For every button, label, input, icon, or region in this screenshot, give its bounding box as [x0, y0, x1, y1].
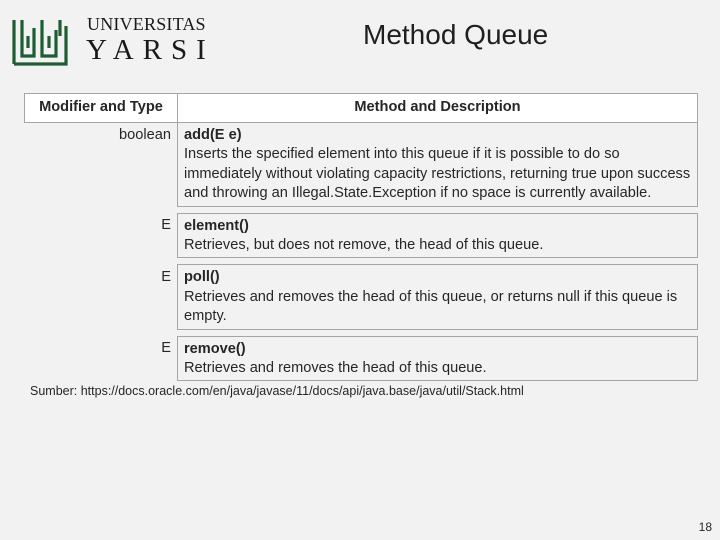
method-signature: element() [184, 217, 249, 234]
slide-title: Method Queue [363, 19, 549, 50]
method-signature: add(E e) [184, 127, 242, 143]
method-description: Retrieves and removes the head of this queue. [184, 360, 487, 377]
table-row [25, 336, 698, 381]
method-signature: poll() [184, 269, 220, 286]
table-header-row [25, 94, 698, 123]
page-number: 18 [698, 520, 712, 534]
logo-yarsi-text: YARSI [86, 34, 215, 66]
row-method-description [178, 213, 698, 258]
row-type: E [161, 217, 171, 234]
yarsi-emblem-icon [12, 16, 68, 66]
row-method-description [178, 265, 698, 329]
method-description: Retrieves, but does not remove, the head of this queue. [184, 237, 544, 254]
method-description: Retrieves and removes the head of this queue, or returns null if this queue is empty. [184, 288, 678, 325]
row-type: E [161, 268, 171, 285]
source-citation: Sumber: https://docs.oracle.com/en/java/javase/11/docs/api/java.base/java/util/Stack.html [30, 384, 524, 398]
method-table [24, 93, 698, 381]
logo-universitas-text: UNIVERSITAS [87, 14, 206, 34]
row-type: boolean [119, 127, 171, 143]
table-row [25, 265, 698, 329]
method-signature: remove() [184, 340, 246, 357]
university-logo [12, 14, 215, 66]
row-method-description [178, 336, 698, 381]
header-method-description: Method and Description [178, 94, 698, 123]
method-description: Inserts the specified element into this queue if it is possible to do so immediately without violating capacity restrictions, returning true upon success and throwing an Illegal.State.Exception if no space is currently available. [184, 146, 691, 202]
row-method-description [178, 123, 698, 207]
table-row [25, 213, 698, 258]
table-row [25, 123, 698, 207]
header-modifier-type: Modifier and Type [25, 94, 178, 123]
row-type: E [161, 340, 171, 357]
